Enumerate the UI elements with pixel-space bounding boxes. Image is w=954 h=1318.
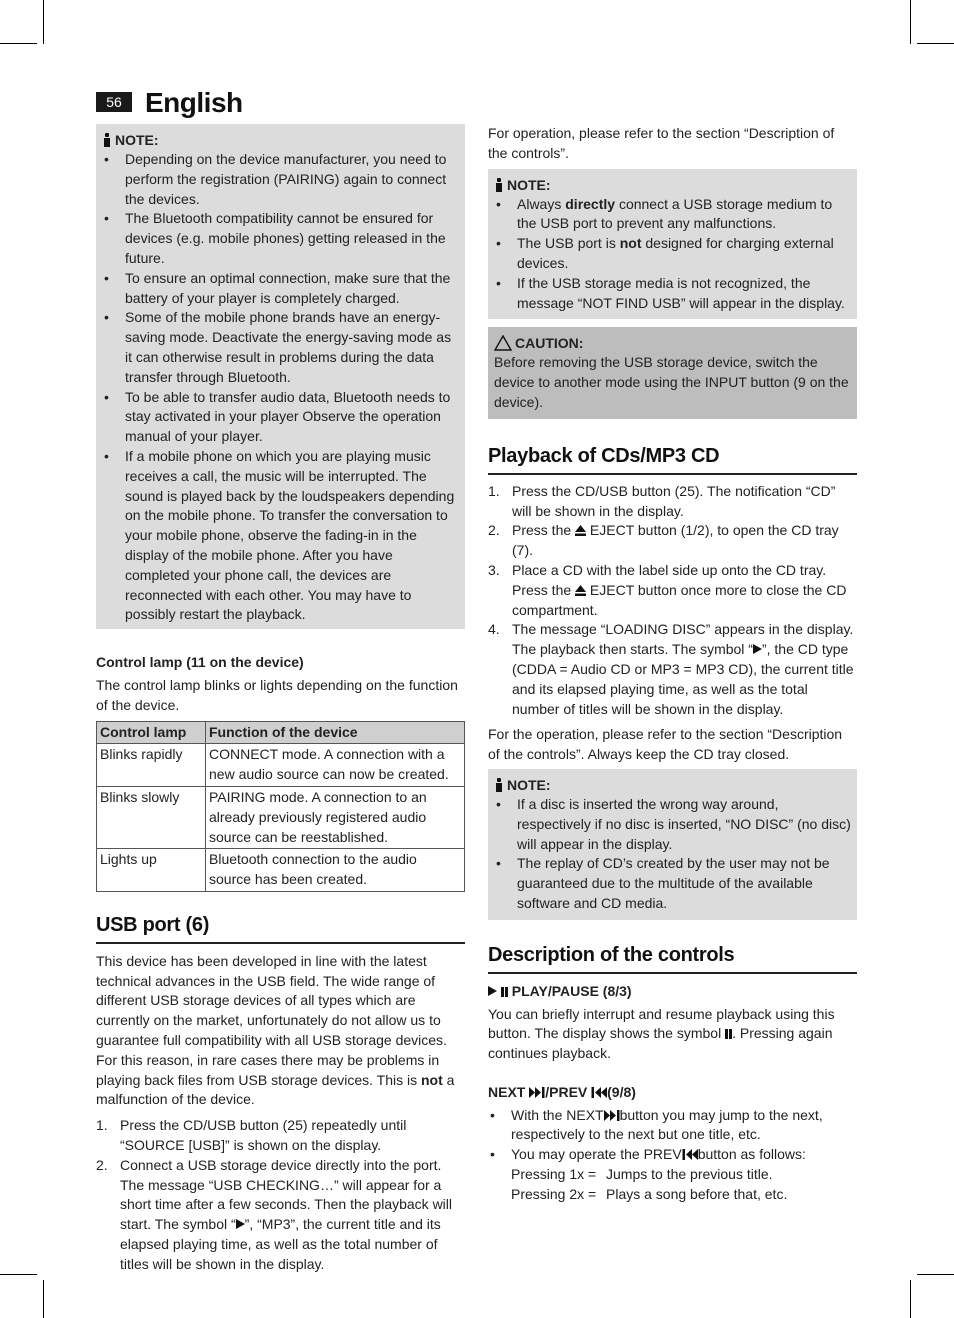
table-cell: Bluetooth connection to the audio source has been created. (206, 849, 465, 892)
note-box (488, 769, 857, 920)
table-row (97, 786, 465, 848)
list-item: • If a mobile phone on which you are playing music receives a call, the music will be interrupted. The sound is played back by the loudspeakers depending on the mobile phone. To transfer the conversation to your mobile phone, observe the fading-in in the display of the mobile phone. After you have completed your phone call, the devices are reconnected with each other. You may have to possibly restart the playback. (102, 447, 459, 625)
note-box (96, 124, 465, 629)
page-number: 56 (96, 92, 132, 112)
control-lamp-heading: Control lamp (11 on the device) (96, 654, 304, 671)
controls-heading: Description of the controls (488, 942, 857, 974)
table-header-row (97, 721, 465, 744)
eject-icon (575, 525, 586, 536)
info-icon (102, 133, 112, 147)
info-icon (494, 178, 504, 192)
list-item: • Depending on the device manufacturer, you need to perform the registration (PAIRING) again to connect the devices. (102, 150, 459, 209)
prev-icon (591, 1087, 607, 1098)
crop-mark (910, 1280, 911, 1318)
play-icon (753, 644, 762, 654)
table-header-cell: Function of the device (206, 721, 465, 744)
usb-steps (96, 1116, 465, 1274)
next-prev-list (488, 1106, 857, 1205)
caution-text: Before removing the USB storage device, switch the device to another mode using the INPUT button (9 on the device). (494, 354, 849, 410)
list-item: 2. Connect a USB storage device directly into the port. The message “USB CHECKING…” will appear for a short time after a few seconds. Then the playback will start. The symbol “ ”, “MP3”, the current title and its elapsed playing time, as well as the total number of titles will be shown in the display. (96, 1156, 453, 1272)
page-title: English (145, 87, 243, 118)
table-header-cell: Control lamp (97, 721, 206, 744)
prev-icon (682, 1149, 698, 1160)
table-row (97, 849, 465, 892)
note-box (488, 169, 857, 320)
note-title: NOTE: (102, 130, 459, 150)
play-pause-text: You can briefly interrupt and resume playback using this button. The display shows the symbol . Pressing again continues playback. (488, 1005, 835, 1062)
intro-text: For operation, please refer to the section “Description of the controls”. (488, 125, 835, 161)
list-item: 4. The message “LOADING DISC” appears in the display. The playback then starts. The symbol “ ”, the CD type (CDDA = Audio CD or MP3 = MP3 CD), the current title and its elapsed playing time, as well as the total number of titles will be shown in the display. (488, 621, 854, 717)
press-row: Pressing 2x = Plays a song before that, etc. (511, 1185, 788, 1202)
caution-box (488, 327, 857, 418)
list-item: • To ensure an optimal connection, make sure that the battery of your player is completely charged. (102, 269, 459, 309)
list-item: • If a disc is inserted the wrong way around, respectively if no disc is inserted, “NO DISC” (no disc) will appear in the display. (494, 795, 851, 854)
playback-heading: Playback of CDs/MP3 CD (488, 443, 857, 475)
crop-mark (910, 0, 911, 44)
list-item: • Some of the mobile phone brands have an energy-saving mode. Deactivate the energy-saving mode as it can otherwise result in problems during the data transfer through Bluetooth. (102, 308, 459, 387)
list-item: • To be able to transfer audio data, Bluetooth needs to stay activated in your player Observe the operation manual of your player. (102, 388, 459, 447)
list-item: • The Bluetooth compatibility cannot be ensured for devices (e.g. mobile phones) getting released in the future. (102, 209, 459, 268)
crop-mark (917, 1274, 954, 1275)
note-list (494, 795, 851, 914)
note-list (494, 195, 851, 314)
next-prev-heading: NEXT /PREV (9/8) (488, 1083, 636, 1100)
note-list (102, 150, 459, 625)
play-icon (488, 986, 497, 996)
crop-mark (43, 0, 44, 44)
list-item: • If the USB storage media is not recognized, the message “NOT FIND USB” will appear in the display. (494, 274, 851, 314)
control-lamp-intro: The control lamp blinks or lights depending on the function of the device. (96, 676, 458, 713)
caution-title: CAUTION: (494, 333, 851, 353)
usb-heading: USB port (6) (96, 912, 465, 944)
list-item: • The replay of CD’s created by the user may not be guaranteed due to the multitude of the available software and CD media. (494, 854, 851, 913)
usb-paragraph: This device has been developed in line with the latest technical advances in the USB field. The wide range of different USB storage devices of all types which are currently on the market, unfortunately do not allow us to guarantee full compatibility with all USB storage devices. For this reason, in rare cases there may be problems in playing back files from USB storage devices. This is not a malfunction of the device. (96, 952, 455, 1108)
play-icon (236, 1219, 245, 1229)
playback-after: For the operation, please refer to the section “Description of the controls”. Always keep the CD tray closed. (488, 726, 843, 763)
note-title: NOTE: (494, 175, 851, 195)
table-cell: Lights up (97, 849, 206, 892)
table-row (97, 744, 465, 787)
press-row: Pressing 1x = Jumps to the previous title. (511, 1166, 773, 1183)
list-item: 1. Press the CD/USB button (25) repeatedly until “SOURCE [USB]” is shown on the display. (96, 1117, 407, 1154)
table-cell: Blinks rapidly (97, 744, 206, 787)
info-icon (494, 778, 504, 792)
list-item: 2. Press the EJECT button (1/2), to open the CD tray (7). (488, 522, 839, 559)
note-title: NOTE: (494, 775, 851, 795)
pause-icon (501, 987, 508, 997)
list-item: • You may operate the PREV button as follows: Pressing 1x = Jumps to the previous title. Pressing 2x = Plays a song before that, etc. (488, 1145, 857, 1204)
playback-steps (488, 482, 857, 720)
list-item: • Always directly connect a USB storage medium to the USB port to prevent any malfunctions. (494, 195, 851, 235)
crop-mark (43, 1280, 44, 1318)
table-cell: PAIRING mode. A connection to an already previously registered audio source can be reestablished. (206, 786, 465, 848)
crop-mark (0, 1274, 37, 1275)
list-item: • With the NEXT button you may jump to the next, respectively to the next but one title, etc. (488, 1106, 857, 1146)
list-item: 3. Place a CD with the label side up onto the CD tray. Press the EJECT button once more to close the CD compartment. (488, 561, 847, 618)
warning-icon (494, 335, 512, 351)
list-item: • The USB port is not designed for charging external devices. (494, 234, 851, 274)
control-lamp-table (96, 721, 465, 892)
left-column (96, 124, 465, 1275)
next-icon (604, 1110, 620, 1121)
crop-mark (917, 43, 954, 44)
table-cell: CONNECT mode. A connection with a new audio source can now be created. (206, 744, 465, 787)
next-icon (529, 1087, 545, 1098)
crop-mark (0, 43, 37, 44)
play-pause-heading: PLAY/PAUSE (8/3) (488, 982, 857, 1002)
right-column (488, 124, 857, 1205)
list-item: 1. Press the CD/USB button (25). The notification “CD” will be shown in the display. (488, 482, 836, 519)
eject-icon (575, 585, 586, 596)
table-cell: Blinks slowly (97, 786, 206, 848)
